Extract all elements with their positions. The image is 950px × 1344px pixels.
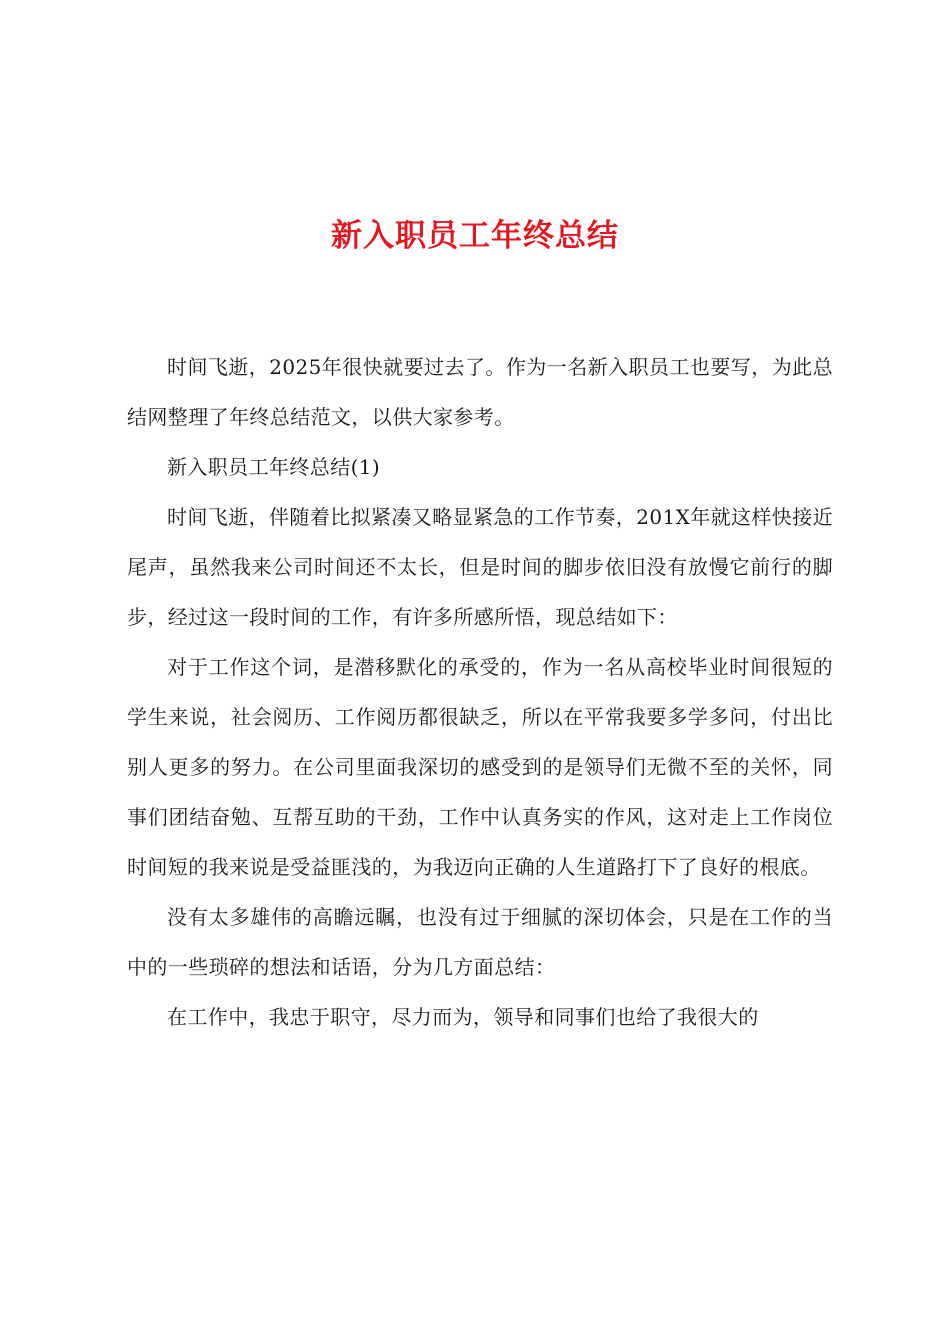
paragraph-2: 对于工作这个词，是潜移默化的承受的，作为一名从高校毕业时间很短的学生来说，社会阅历、工作阅历都很缺乏，所以在平常我要多学多问，付出比别人更多的努力。在公司里面我深切的感受到的是领导们无微不至的关怀，同事们团结奋勉、互帮互助的干劲，工作中认真务实的作风，这对走上工作岗位时间短的我来说是受益匪浅的，为我迈向正确的人生道路打下了良好的根底。 [127, 655, 833, 879]
paragraph-intro: 时间飞逝，2025年很快就要过去了。作为一名新入职员工也要写，为此总结网整理了年终总结范文，以供大家参考。 [127, 355, 833, 429]
paragraph-4: 在工作中，我忠于职守，尽力而为，领导和同事们也给了我很大的 [167, 1005, 759, 1029]
document-body [127, 342, 833, 1042]
paragraph-1: 时间飞逝，伴随着比拟紧凑又略显紧急的工作节奏，201X年就这样快接近尾声，虽然我来公司时间还不太长，但是时间的脚步依旧没有放慢它前行的脚步，经过这一段时间的工作，有许多所感所悟，现总结如下： [127, 505, 834, 629]
document-title: 新入职员工年终总结 [331, 218, 619, 254]
paragraph-section-heading: 新入职员工年终总结(1) [167, 455, 381, 479]
paragraph-3: 没有太多雄伟的高瞻远瞩，也没有过于细腻的深切体会，只是在工作的当中的一些琐碎的想法和话语，分为几方面总结： [127, 905, 833, 979]
